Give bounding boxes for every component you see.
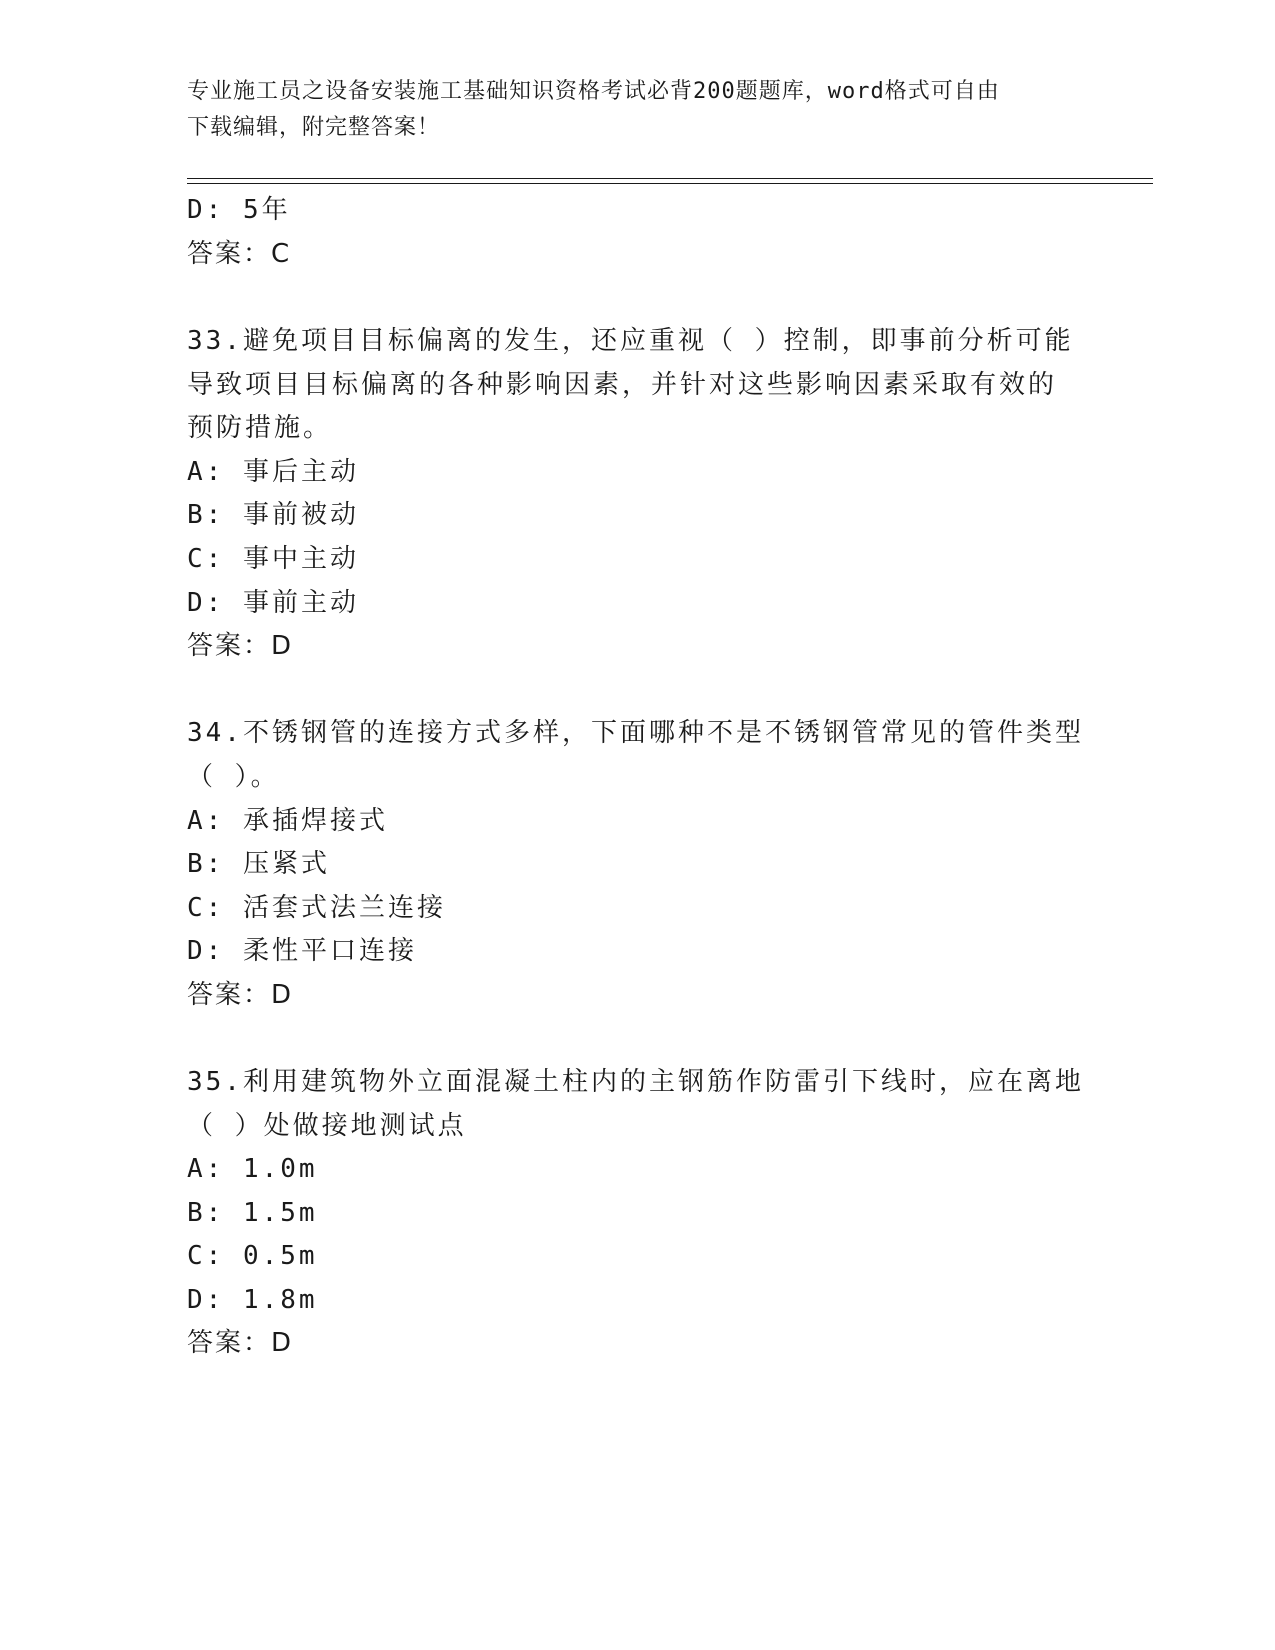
q35-option-d: D: 1.8m: [187, 1285, 318, 1315]
q35-option-b: B: 1.5m: [187, 1198, 318, 1228]
q33-text-line-2: 导致项目目标偏离的各种影响因素，并针对这些影响因素采取有效的: [187, 370, 1058, 400]
q33-option-d: D: 事前主动: [187, 588, 359, 618]
header-divider-top: [187, 178, 1153, 179]
q35-text-line-1: 35.利用建筑物外立面混凝土柱内的主钢筋作防雷引下线时，应在离地: [187, 1067, 1084, 1097]
q34-answer: 答案：D: [187, 980, 294, 1010]
q35-text-line-2: （ ）处做接地测试点: [187, 1111, 467, 1141]
q35-option-a: A: 1.0m: [187, 1154, 318, 1184]
q33-option-c: C: 事中主动: [187, 544, 359, 574]
q34-option-a: A: 承插焊接式: [187, 806, 388, 836]
q33-option-a: A: 事后主动: [187, 457, 359, 487]
prev-option-d: D: 5年: [187, 195, 291, 225]
q33-option-b: B: 事前被动: [187, 500, 359, 530]
header-title-line-2: 下载编辑，附完整答案！: [187, 115, 441, 140]
q33-answer: 答案：D: [187, 631, 294, 661]
q33-text-line-3: 预防措施。: [187, 413, 333, 443]
q34-option-c: C: 活套式法兰连接: [187, 893, 446, 923]
q33-text-line-1: 33.避免项目目标偏离的发生，还应重视（ ）控制，即事前分析可能: [187, 326, 1074, 356]
q34-option-d: D: 柔性平口连接: [187, 936, 417, 966]
q34-text-line-1: 34.不锈钢管的连接方式多样，下面哪种不是不锈钢管常见的管件类型: [187, 718, 1084, 748]
q34-option-b: B: 压紧式: [187, 849, 330, 879]
prev-answer: 答案：C: [187, 239, 292, 269]
q35-answer: 答案：D: [187, 1328, 294, 1358]
page-header: [187, 74, 1067, 146]
header-divider-bottom: [187, 183, 1153, 184]
q34-text-line-2: （ ）。: [187, 762, 280, 792]
header-title-line-1: 专业施工员之设备安装施工基础知识资格考试必背200题题库，word格式可自由: [187, 79, 1000, 104]
q35-option-c: C: 0.5m: [187, 1241, 318, 1271]
